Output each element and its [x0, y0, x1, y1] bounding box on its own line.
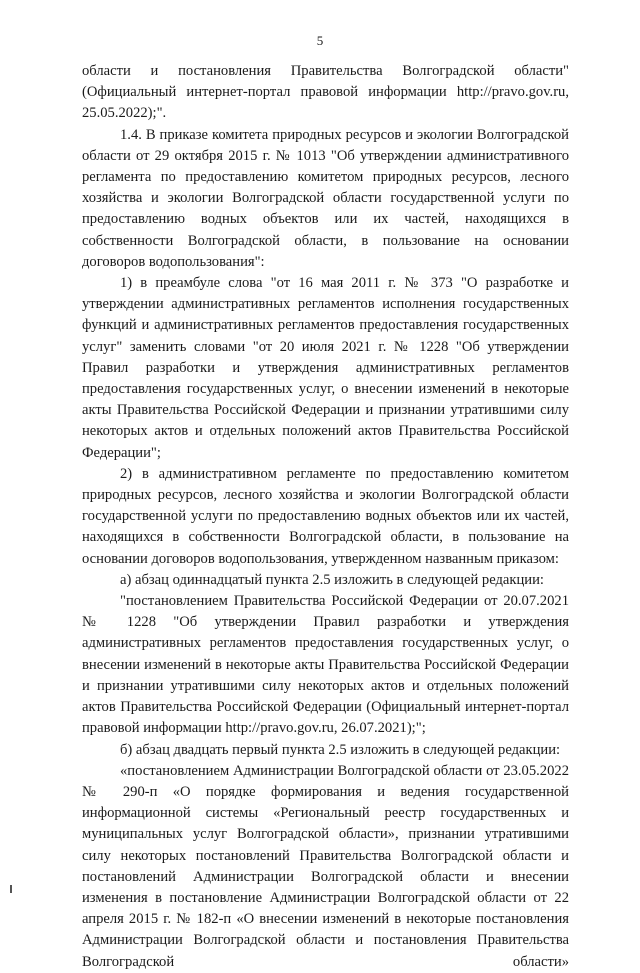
- paragraph-subitem-b: б) абзац двадцать первый пункта 2.5 изложить в следующей редакции:: [120, 741, 561, 758]
- document-body: [82, 61, 569, 973]
- page-number: 5: [316, 33, 324, 48]
- paragraph-quote-a: "постановлением Правительства Российской Федерации от 20.07.2021 № 1228 "Об утверждении Правил разработки и утверждения административных регламентов предоставления государственных услуг, о внесении изменений в некоторые акты Правительства Российской Федерации и признании утратившими силу некоторых актов и отдельных положений актов Правительства Российской Федерации (Официальный интернет-портал правовой информации http://pravo.gov.ru, 26.07.2021);";: [82, 593, 569, 737]
- paragraph-quote-b: «постановлением Администрации Волгоградской области от 23.05.2022 № 290-п «О порядке формирования и ведения государственной информационной системы «Региональный реестр государственных и муниципальных услуг Волгоградской области», признании утратившими силу некоторых постановлений Правительства Волгоградской области и постановлений Администрации Волгоградской области и внесении изменения в постановление Администрации Волгоградской области от 22 апреля 2015 г. № 182-п «О внесении изменений в некоторые постановления Администрации Волгоградской области и постановления Правительства Волгоградской области»: [82, 762, 569, 970]
- paragraph-subitem-1: 1) в преамбуле слова "от 16 мая 2011 г. № 373 "О разработке и утверждении административных регламентов исполнения государственных функций и административных регламентов предоставления государственных услуг" заменить словами "от 20 июля 2021 г. № 1228 "Об утверждении Правил разработки и утверждения административных регламентов предоставления государственных услуг, о внесении изменений в некоторые акты Правительства Российской Федерации и признании утратившими силу некоторых актов и отдельных положений актов Правительства Российской Федерации";: [82, 275, 569, 461]
- paragraph-subitem-a: а) абзац одиннадцатый пункта 2.5 изложить в следующей редакции:: [120, 571, 544, 588]
- paragraph-continuation: области и постановления Правительства Волгоградской области" (Официальный интернет-портал правовой информации http://pravo.gov.ru, 25.05.2022);".: [82, 63, 569, 122]
- paragraph-item-1-4: 1.4. В приказе комитета природных ресурсов и экологии Волгоградской области от 29 октября 2015 г. № 1013 "Об утверждении административного регламента по предоставлению комитетом природных ресурсов, лесного хозяйства и экологии Волгоградской области государственной услуги по предоставлению водных объектов или их частей, находящихся в собственности Волгоградской области, в пользование на основании договоров водопользования":: [82, 126, 569, 270]
- paragraph-subitem-2: 2) в административном регламенте по предоставлению комитетом природных ресурсов, лесного хозяйства и экологии Волгоградской области государственной услуги по предоставлению водных объектов или их частей, находящихся в собственности Волгоградской области, в пользование на основании договоров водопользования, утвержденном названным приказом:: [82, 465, 569, 567]
- scan-edge-mark: [10, 885, 12, 893]
